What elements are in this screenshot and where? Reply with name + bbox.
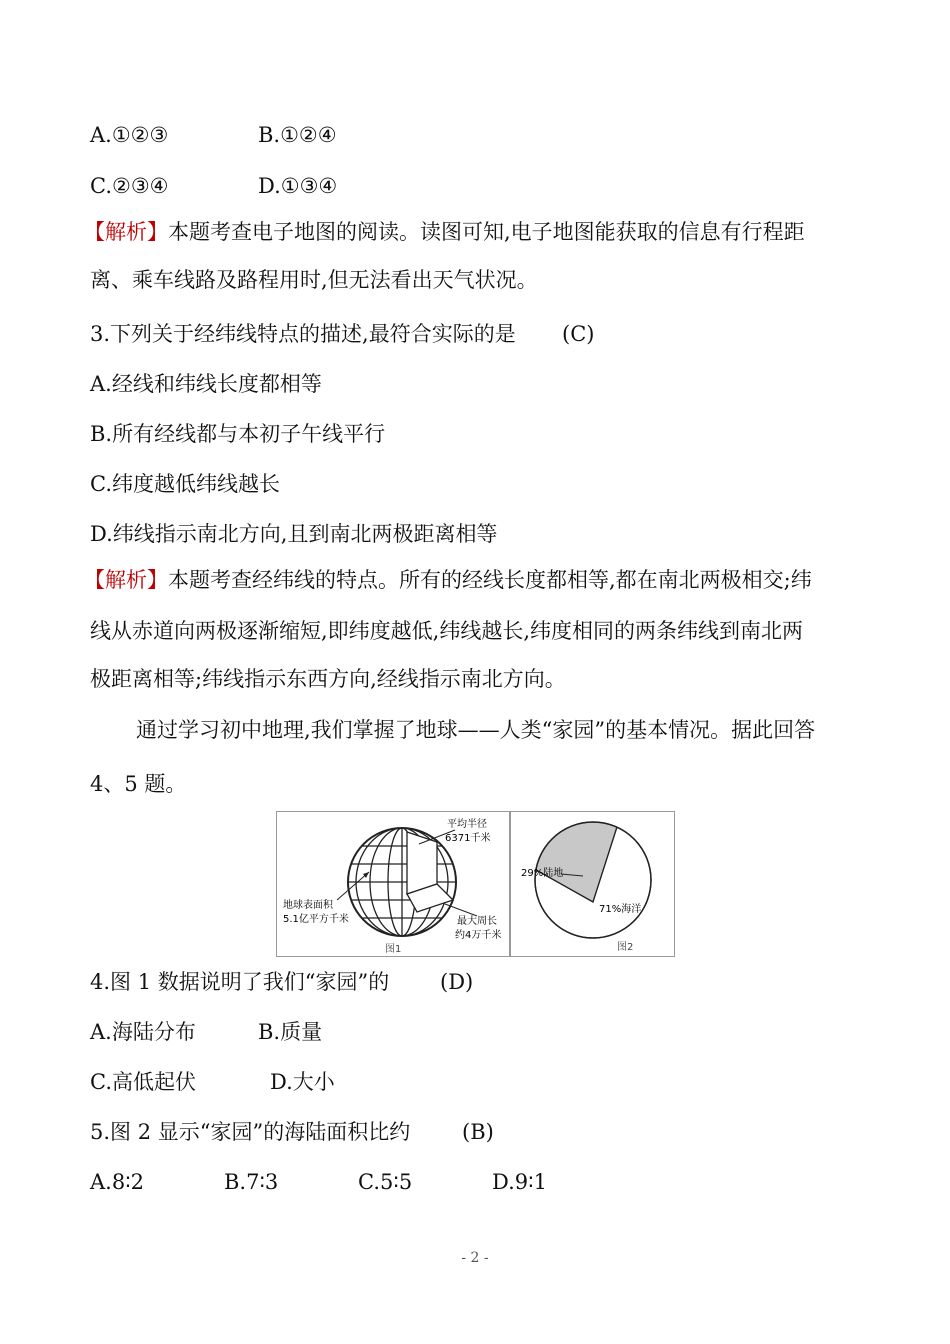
- q5-answer: (B): [462, 1120, 494, 1144]
- land-ocean-pie-chart: [511, 812, 674, 956]
- q5-stem-line: [90, 1118, 494, 1146]
- q3-option-a: A.经线和纬线长度都相等: [90, 372, 322, 396]
- intro-line2: 4、5 题。: [90, 772, 187, 796]
- q4-answer: (D): [440, 970, 474, 994]
- label-area-2: 5.1亿平方千米: [283, 914, 349, 925]
- q2-option-b: B.①②④: [258, 123, 337, 147]
- figure-1-caption: 图1: [385, 944, 402, 955]
- analysis-tag: 【解析】: [84, 220, 168, 244]
- q4-stem-line: [90, 968, 473, 996]
- q3-stem: 3.下列关于经纬线特点的描述,最符合实际的是: [90, 322, 516, 346]
- q3-answer: (C): [562, 322, 595, 346]
- figure-2: [510, 811, 675, 957]
- q3-option-d: D.纬线指示南北方向,且到南北两极距离相等: [90, 522, 498, 546]
- label-ocean: 71%海洋: [599, 904, 642, 915]
- q5-option-a: A.8∶2: [90, 1170, 145, 1194]
- label-land: 29%陆地: [521, 868, 564, 879]
- analysis-tag: 【解析】: [84, 568, 168, 592]
- globe-diagram: [277, 812, 509, 956]
- q3-analysis-line3: 极距离相等;纬线指示东西方向,经线指示南北方向。: [90, 667, 566, 691]
- q5-stem: 5.图 2 显示“家园”的海陆面积比约: [90, 1120, 411, 1144]
- q3-option-c: C.纬度越低纬线越长: [90, 472, 280, 496]
- q2-analysis-line2: 离、乘车线路及路程用时,但无法看出天气状况。: [90, 268, 538, 292]
- label-circ-1: 最大周长: [457, 916, 497, 927]
- q4-option-b: B.质量: [258, 1020, 323, 1044]
- globe-wedge-face: [407, 832, 437, 894]
- q5-option-d: D.9∶1: [492, 1170, 547, 1194]
- q3-analysis-line1: [84, 566, 812, 594]
- q3-stem-line: [90, 320, 594, 348]
- q2-options-row1: [90, 121, 337, 149]
- page-number: - 2 -: [461, 1250, 489, 1266]
- q2-option-d: D.①③④: [258, 174, 338, 198]
- label-area-1: 地球表面积: [283, 900, 333, 911]
- q2-option-a: A.①②③: [90, 123, 169, 147]
- q3-analysis-text1: 本题考查经纬线的特点。所有的经线长度都相等,都在南北两极相交;纬: [168, 568, 812, 592]
- q4-options-row1: [90, 1018, 322, 1046]
- intro-line1: 通过学习初中地理,我们掌握了地球——人类“家园”的基本情况。据此回答: [136, 718, 816, 742]
- q4-option-d: D.大小: [270, 1070, 335, 1094]
- q2-options-row2: [90, 172, 337, 200]
- q5-option-c: C.5∶5: [358, 1170, 413, 1194]
- label-circ-2: 约4万千米: [455, 930, 502, 941]
- q4-options-row2: [90, 1068, 335, 1096]
- q2-analysis-line1: [84, 218, 805, 246]
- q4-option-c: C.高低起伏: [90, 1070, 196, 1094]
- figure-1: [276, 811, 510, 957]
- q4-stem: 4.图 1 数据说明了我们“家园”的: [90, 970, 390, 994]
- q4-option-a: A.海陆分布: [90, 1020, 196, 1044]
- q2-option-c: C.②③④: [90, 174, 169, 198]
- q2-analysis-text1: 本题考查电子地图的阅读。读图可知,电子地图能获取的信息有行程距: [168, 220, 805, 244]
- label-radius-1: 平均半径: [447, 819, 487, 830]
- q5-options-row: [90, 1168, 547, 1196]
- q3-analysis-line2: 线从赤道向两极逐渐缩短,即纬度越低,纬线越长,纬度相同的两条纬线到南北两: [90, 619, 804, 643]
- label-radius-2: 6371千米: [445, 833, 491, 844]
- q3-option-b: B.所有经线都与本初子午线平行: [90, 422, 386, 446]
- q5-option-b: B.7∶3: [224, 1170, 279, 1194]
- figure-2-caption: 图2: [617, 942, 634, 953]
